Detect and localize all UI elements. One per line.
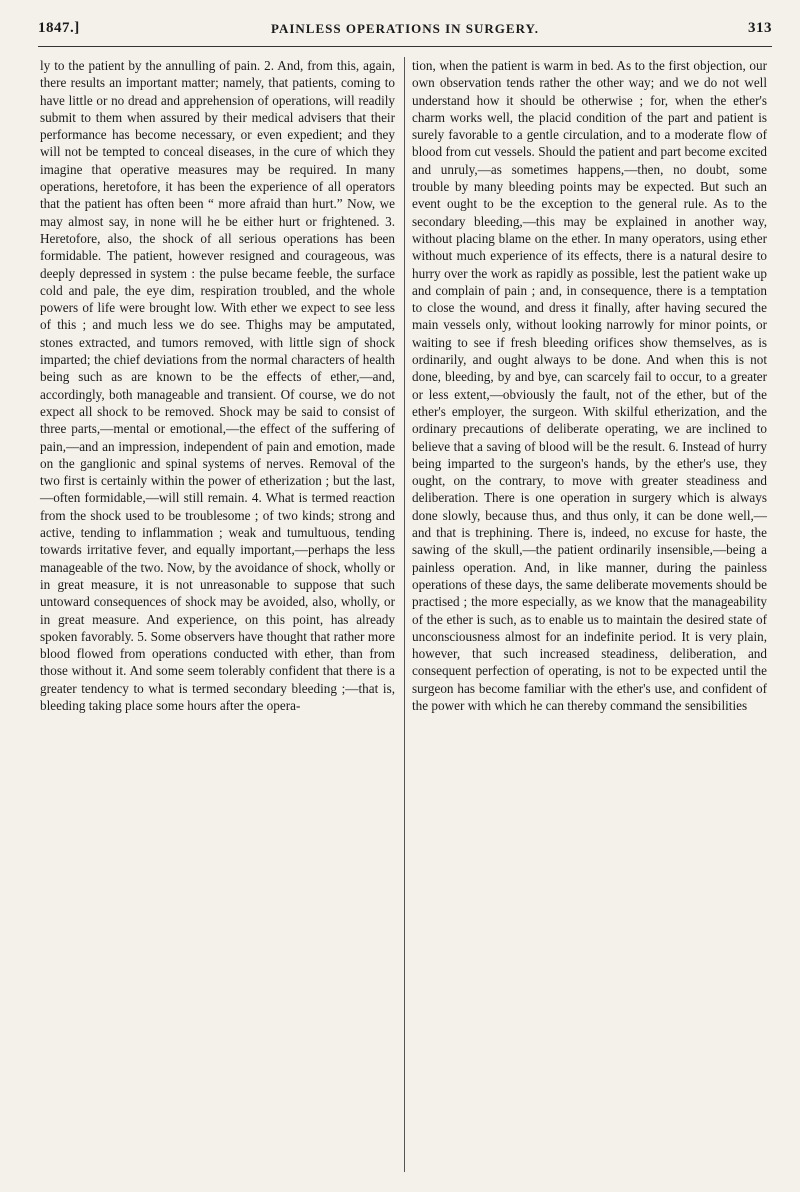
running-header bbox=[38, 20, 772, 44]
column-divider bbox=[404, 57, 405, 1172]
right-column bbox=[412, 57, 767, 714]
left-column bbox=[40, 57, 395, 714]
left-column-text: ly to the patient by the annulling of pain. 2. And, from this, again, there results an important matter; namely, that patients, coming to have little or no dread and apprehension of operations, will readily submit to them when assured by their medical advisers that their performance has become necessary, or even expedient; and they will not be tempted to conceal diseases, in the cure of which they imagine that operative measures may be required. In many operations, heretofore, it has been the experience of all operators that the patient has often been “ more afraid than hurt.” Now, we may almost say, in none will he be either hurt or frightened. 3. Heretofore, also, the shock of all serious operations has been formidable. The patient, however resigned and courageous, was deeply depressed in system : the pulse became feeble, the surface cold and pale, the eye dim, respiration troubled, and the whole powers of life were brought low. With ether we expect to see less of this ; and much less we do see. Thighs may be amputated, stones extracted, and tumors removed, with little sign of shock imparted; the chief deviations from the normal characters of health being such as are known to be the effects of ether,—and, accordingly, both manageable and transient. Of course, we do not expect all shock to be removed. Shock may be said to consist of three parts,—mental or emotional,—the effect of the suffering of pain,—and an impression, independent of pain and emotion, made on the ganglionic and spinal systems of nerves. Removal of the two first is certainly within the power of etherization ; but the last,—often formidable,—will still remain. 4. What is termed reaction from the shock used to be troublesome ; of two kinds; strong and active, tending to inflammation ; weak and tumultuous, tending towards irritative fever, and equally important,—perhaps the less manageable of the two. Now, by the avoidance of shock, wholly or in great measure, it is not unreasonable to suppose that such untoward consequences of shock may be avoided, also, wholly, or in great measure. And experience, on this point, has already spoken favorably. 5. Some observers have thought that rather more blood flowed from operations conducted with ether, than from those without it. And some seem tolerably confident that there is a greater tendency to what is termed secondary bleeding ;—that is, bleeding taking place some hours after the opera- bbox=[40, 58, 395, 713]
right-column-text: tion, when the patient is warm in bed. As to the first objection, our own observation tends rather the other way; and we do not well understand how it should be otherwise ; for, when the ether's charm works well, the placid condition of the part and patient is surely favorable to a gentle circulation, and to a moderate flow of blood from cut vessels. Should the patient and part become excited and unruly,—as sometimes happens,—then, no doubt, some trouble by many bleeding points may be expected. But such an event ought to be the exception to the general rule. As to the secondary bleeding,—this may be explained in another way, without placing blame on the ether. In many operators, using ether without much experience of its effects, there is a natural desire to hurry over the work as rapidly as possible, lest the patient wake up and complain of pain ; and, in consequence, there is a temptation to close the wound, and dress it finally, after having secured the main vessels only, without looking narrowly for minor points, or waiting to see if fresh bleeding orifices show themselves, as is ordinarily, and ought always to be done. And when this is not done, bleeding, by and bye, can scarcely fail to occur, to a greater or less extent,—obviously the fault, not of the ether, but of the ether's employer, the surgeon. With skilful etherization, and the ordinary precautions of deliberate operating, we are inclined to believe that a saving of blood will be the result. 6. Instead of hurry being imparted to the surgeon's hands, by the ether's use, they ought, on the contrary, to move with greater steadiness and deliberation. There is one operation in surgery which is always done slowly, because thus, and thus only, it can be done well,—and that is trephining. There is, indeed, no excuse for haste, the sawing of the skull,—the patient ordinarily insensible,—being a painless operation. And, in like manner, during the painless operations of these days, the same deliberate movements should be practised ; the more especially, as we know that the manageability of the ether is such, as to enable us to maintain the desired state of unconsciousness almost for an indefinite period. It is very plain, however, that such increased steadiness, deliberation, and consequent perfection of operating, is not to be expected until the surgeon has become familiar with the ether's use, and confident of the power with which he can thereby command the sensibilities bbox=[412, 58, 767, 713]
header-year: 1847.] bbox=[38, 20, 80, 36]
page-number: 313 bbox=[748, 20, 772, 36]
header-title: PAINLESS OPERATIONS IN SURGERY. bbox=[271, 21, 539, 36]
header-rule bbox=[38, 46, 772, 47]
